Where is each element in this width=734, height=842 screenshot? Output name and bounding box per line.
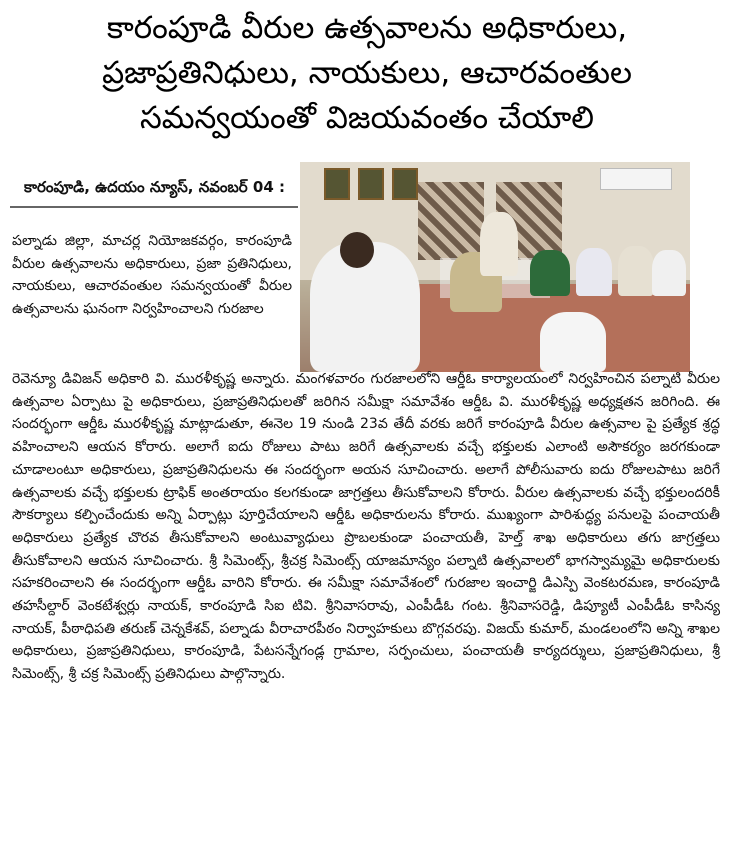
headline-line-2: ప్రజాప్రతినిధులు, నాయకులు, ఆచారవంతుల <box>102 55 632 91</box>
meeting-photo <box>300 162 690 372</box>
article-body <box>12 368 720 686</box>
article-paragraph-intro: పల్నాడు జిల్లా, మాచర్ల నియోజకవర్గం, కారంపూడి వీరుల ఉత్సవాలను అధికారులు, ప్రజా ప్రతినిధులు, నాయకులు, ఆచారవంతుల సమన్వయంతో వీరుల ఉత్సవాలను ఘనంగా నిర్వహించాలని గురజాల <box>12 233 292 318</box>
standing-person <box>480 212 518 276</box>
article-paragraph-main: రెవెన్యూ డివిజన్ అధికారి వి. మురళీకృష్ణ అన్నారు. మంగళవారం గురజాలలోని ఆర్డీఓ కార్యాలయంలో నిర్వహించిన పల్నాటి వీరుల ఉత్సవాల ఏర్పాటు పై అధికారులు, ప్రజాప్రతినిధులతో జరిగిన సమీక్షా సమావేశం ఆర్డీఓ వి. మురళీకృష్ణ అధ్యక్షతన జరిగింది. ఈ సందర్భంగా ఆర్డీఓ మురళీకృష్ణ మాట్లాడుతూ, ఈనెల 19 నుండి 23వ తేదీ వరకు జరిగే కారంపూడి వీరుల ఉత్సవాల పై ప్రత్యేక శ్రద్ధ వహించాలని ఆయన కోరారు. అలాగే ఐదు రోజులు పాటు జరిగే ఉత్సవాలకు వచ్చే భక్తులకు ఎలాంటి అసౌకర్యం జరగకుండా చూడాలంటూ అధికారులు, ప్రజాప్రతినిధులను ఈ సందర్భంగా అయన సూచించారు. అలాగే పోలీసువారు ఐదు రోజులపాటు జరిగే ఉత్సవాలకు వచ్చే భక్తులకు ట్రాఫిక్ అంతరాయం కలగకుండా జాగ్రత్తలు తీసుకోవాలని కోరారు. వీరుల ఉత్సవాలకు వచ్చే భక్తులందరికీ సౌకర్యాలు కల్పించేందుకు అన్ని ఏర్పాట్లు పూర్తిచేయాలని ఆర్డీఓ అధికారులను కోరారు. ముఖ్యంగా పారిశుద్ధ్య పనులపై పంచాయతీ అధికారులు ప్రత్యేక చొరవ తీసుకోవాలని అంటువ్యాధులు ప్రొబలకుండా పంచాయతీ, హెల్త్ శాఖ అధికారులు తగు జాగ్రత్తలు తీసుకోవాలని ఆయన సూచించారు. శ్రీ సిమెంట్స్, శ్రీచక్ర సిమెంట్స్ యాజమాన్యం పల్నాటి ఉత్సవాలలో భాగస్వామ్యమై అధికారులకు సహకరించాలని ఈ సందర్భంగా ఆర్డీఓ వారిని కోరారు. ఈ సమీక్షా సమావేశంలో గురజాల ఇంచార్జి డిఎస్పి వెంకటరమణ, కారంపూడి తహసీల్దార్ వెంకటేశ్వర్లు నాయక్, కారంపూడి సిఐ టివి. శ్రీనివాసరావు, ఎంపీడీఓ గంట. శ్రీనివాసరెడ్డి, డిప్యూటీ ఎంపీడీఓ కాసిన్య నాయక్, పీఠాధిపతి తరుణ్ చెన్నకేశవ్, పల్నాడు వీరాచారపీఠం నిర్వాహకులు బొగ్గవరపు. విజయ్ కుమార్, మండలంలోని అన్ని శాఖల అధికారులు, ప్రజాప్రతినిధులు, కారంపూడి, పేటసన్నేగండ్ల గ్రామాల, సర్పంచులు, పంచాయతీ కార్యదర్శులు, ప్రజాప్రతినిధులు, శ్రీ సిమెంట్స్, శ్రీ చక్ర సిమెంట్స్ ప్రతినిధులు పాల్గొన్నారు. <box>12 371 720 683</box>
headline-line-3: సమన్వయంతో విజయవంతం చేయాలి <box>140 100 594 136</box>
photo-frame <box>392 168 418 200</box>
person-head <box>340 232 374 268</box>
dateline-divider <box>10 206 298 208</box>
photo-frame <box>358 168 384 200</box>
foreground-person <box>540 312 606 372</box>
seated-person <box>652 250 686 296</box>
dateline: కారంపూడి, ఉదయం న్యూస్, నవంబర్ 04 : <box>24 178 285 196</box>
seated-person <box>618 246 654 296</box>
photo-frame <box>324 168 350 200</box>
seated-person <box>576 248 612 296</box>
headline-line-1: కారంపూడి వీరుల ఉత్సవాలను అధికారులు, <box>106 10 628 46</box>
seated-person <box>530 250 570 296</box>
air-conditioner <box>600 168 672 190</box>
article-column-text <box>12 230 292 321</box>
headline <box>0 6 734 141</box>
photo-curtain <box>418 182 484 260</box>
